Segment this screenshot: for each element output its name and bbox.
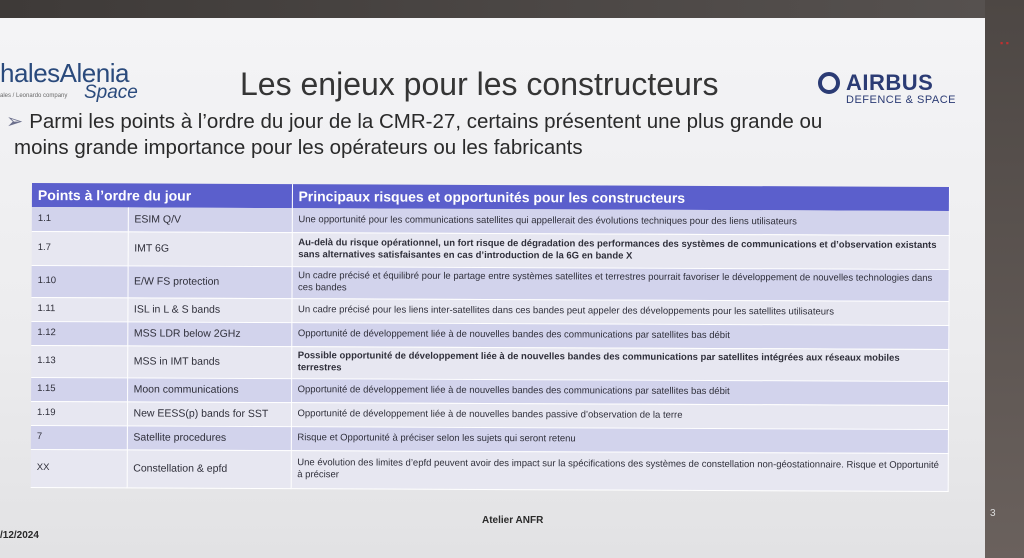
agenda-number: 1.19 (31, 401, 127, 425)
agenda-point: MSS in IMT bands (127, 345, 291, 378)
agenda-number: 1.11 (31, 297, 127, 321)
agenda-description: Opportunité de développement liée à de nouvelles bandes passive d’observation de la terre (291, 402, 949, 429)
agenda-description: Possible opportunité de développement liée à de nouvelles bandes des communications par satellites intégrées aux réseaux mobiles terrestres (291, 346, 949, 381)
agenda-point: IMT 6G (128, 231, 292, 266)
agenda-number: 1.10 (32, 265, 128, 297)
agenda-description: Un cadre précisé et équilibré pour le partage entre systèmes satellites et terrestres pourrait favoriser le développement de nouvelles technologies dans ces bandes (292, 266, 950, 301)
header-points: Points à l’ordre du jour (32, 183, 292, 208)
agenda-description: Opportunité de développement liée à de nouvelles bandes des communications par satellites bas débit (291, 322, 949, 349)
table-row (31, 345, 949, 381)
airbus-logo (818, 70, 978, 110)
agenda-description: Une évolution des limites d’epfd peuvent avoir des impact sur la spécifications des systèmes de constellation non-géostationnaire. Risque et Opportunité à préciser (291, 450, 949, 491)
agenda-number: 1.7 (32, 231, 128, 265)
airbus-logo-sub: DEFENCE & SPACE (846, 94, 956, 106)
agenda-number: 1.15 (31, 377, 127, 401)
agenda-table (31, 183, 950, 492)
agenda-point: MSS LDR below 2GHz (127, 321, 291, 346)
agenda-point: Constellation & epfd (127, 449, 291, 488)
background-right (985, 0, 1024, 558)
bullet-line-2: moins grande importance pour les opérateurs ou les fabricants (14, 136, 583, 159)
agenda-description: Opportunité de développement liée à de nouvelles bandes des communications par satellites bas débit (291, 378, 949, 405)
agenda-point: ESIM Q/V (128, 207, 292, 232)
thales-alenia-logo (0, 58, 140, 103)
agenda-point: E/W FS protection (128, 265, 292, 298)
agenda-point: Satellite procedures (127, 425, 291, 450)
agenda-number: 1.13 (31, 345, 127, 377)
thales-logo-sub: Space (84, 82, 138, 103)
agenda-number: 1.1 (32, 207, 128, 231)
agenda-description: Une opportunité pour les communications satellites qui appellerait des évolutions techniques pour des liens utilisateurs (292, 208, 950, 235)
page-number: 3 (990, 508, 996, 519)
bullet-arrow-icon: ➢ (6, 110, 24, 133)
agenda-point: New EESS(p) bands for SST (127, 401, 291, 426)
agenda-number: 1.12 (31, 321, 127, 345)
agenda-description: Un cadre précisé pour les liens inter-satellites dans ces bandes peut appeler des développements pour les satellites utilisateurs (291, 298, 949, 325)
table-row (32, 231, 950, 269)
agenda-point: Moon communications (127, 377, 291, 402)
airbus-circle-icon (818, 72, 840, 94)
airbus-logo-name: AIRBUS (846, 70, 934, 95)
agenda-number: 7 (31, 425, 127, 449)
red-mark-icon: ▪ ▪ (1000, 38, 1009, 48)
agenda-number: XX (31, 449, 127, 487)
table-row (31, 449, 949, 491)
agenda-description: Au-delà du risque opérationnel, un fort risque de dégradation des performances des systèmes de communications et d’observation existants sans alternatives satisfaisantes en cas d’introduction de la 6G en bande X (292, 232, 950, 269)
bullet-line-1: Parmi les points à l’ordre du jour de la CMR-27, certains présentent une plus grande ou (29, 110, 823, 133)
footer-center: Atelier ANFR (482, 515, 544, 526)
thales-logo-name: halesAlenia (0, 58, 129, 88)
thales-logo-tagline: ales / Leonardo company (0, 93, 68, 99)
bullet-text (0, 109, 930, 161)
agenda-description: Risque et Opportunité à préciser selon les sujets qui seront retenu (291, 426, 949, 453)
table-row (32, 265, 950, 301)
header-risks: Principaux risques et opportunités pour les constructeurs (292, 184, 950, 211)
agenda-point: ISL in L & S bands (127, 297, 291, 322)
slide-title: Les enjeux pour les constructeurs (240, 66, 719, 102)
footer-date: /12/2024 (0, 530, 39, 541)
